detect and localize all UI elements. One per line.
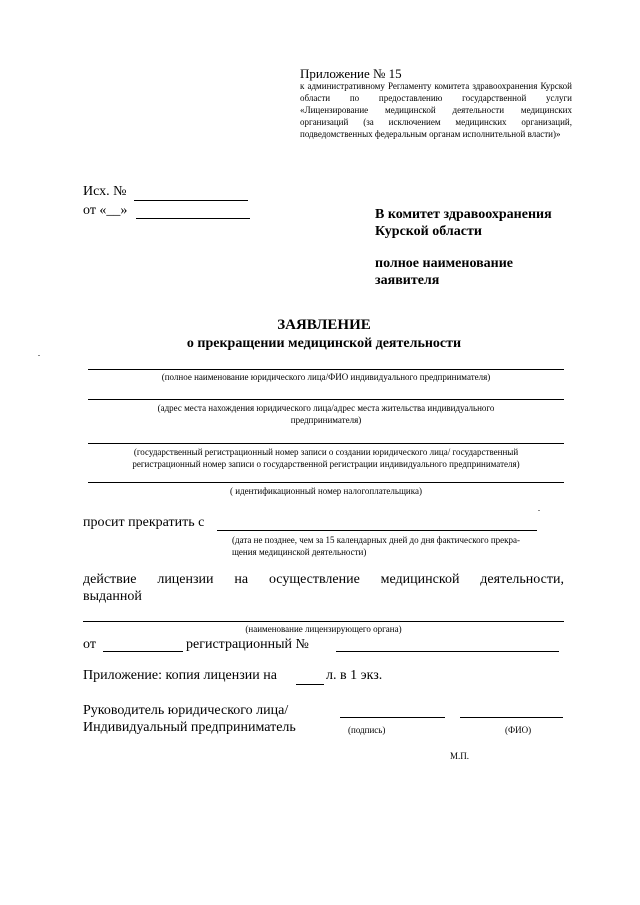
attachment-suffix: л. в 1 экз. [326,668,383,683]
termination-date-note-2: щения медицинской деятельности) [232,547,367,557]
license-date-label: от [83,637,96,652]
attachment-pages-field[interactable] [296,684,324,685]
inn-field[interactable] [88,482,564,483]
license-word: лицензии [157,572,214,587]
license-issued-label: выданной [83,589,142,604]
addressee-line-2: Курской области [375,224,482,239]
address-field[interactable] [88,399,564,400]
document-subtitle: о прекращении медицинской деятельности [186,336,462,351]
outgoing-date-label: от «__» [83,203,128,218]
applicant-name-field[interactable] [88,369,564,370]
license-statement [83,572,564,588]
registration-number-field[interactable] [88,443,564,444]
stamp-placeholder: М.П. [450,751,470,761]
signatory-role-line-2: Индивидуальный предприниматель [83,720,296,735]
scan-speck [538,510,540,511]
request-label: просит прекратить с [83,515,205,530]
license-word: медицинской [380,572,460,587]
full-name-caption: (ФИО) [505,725,532,735]
termination-date-note-1: (дата не позднее, чем за 15 календарных дней до дня фактического прекра- [232,535,521,545]
document-title: ЗАЯВЛЕНИЕ [277,317,371,333]
outgoing-date-field[interactable] [136,218,250,219]
licensing-authority-field[interactable] [83,621,564,622]
licensing-authority-caption: (наименование лицензирующего органа) [245,624,402,634]
license-word: действие [83,572,137,587]
license-registration-number-field[interactable] [336,651,559,652]
scan-speck [38,355,40,356]
applicant-name-line-1: полное наименование [375,256,514,271]
applicant-name-line-2: заявителя [375,273,440,288]
registration-caption-line-2: регистрационный номер записи о государственной регистрации индивидуального предпринимателя) [132,459,520,469]
license-word: на [234,572,249,587]
full-name-field[interactable] [460,717,563,718]
signature-field[interactable] [340,717,445,718]
license-word: деятельности, [480,572,564,587]
signatory-role-line-1: Руководитель юридического лица/ [83,703,289,718]
registration-caption-line-1: (государственный регистрационный номер записи о создании юридического лица/ государственный [133,447,519,457]
outgoing-number-label: Исх. № [83,184,127,199]
license-word: осуществление [268,572,360,587]
appendix-reference: к административному Регламенту комитета здравоохранения Курской области по предоставлению государственной услуги «Лицензирование медицинской деятельности медицинских организаций (за исключением медицинских организаций, подведомственных федеральным органам исполнительной власти)» [300,81,572,139]
addressee-line-1: В комитет здравоохранения [375,207,552,222]
license-date-field[interactable] [103,651,183,652]
termination-date-field[interactable] [217,530,537,531]
registration-number-label: регистрационный № [186,637,309,652]
attachment-label: Приложение: копия лицензии на [83,668,277,683]
inn-caption: ( идентификационный номер налогоплательщика) [230,486,422,496]
appendix-title: Приложение № 15 [300,66,402,81]
applicant-name-caption: (полное наименование юридического лица/ФИО индивидуального предпринимателя) [161,372,491,382]
address-caption-line-1: (адрес места нахождения юридического лица/адрес места жительства индивидуального [157,403,495,413]
signature-caption: (подпись) [348,725,386,735]
address-caption-line-2: предпринимателя) [290,415,362,425]
outgoing-number-field[interactable] [134,200,248,201]
